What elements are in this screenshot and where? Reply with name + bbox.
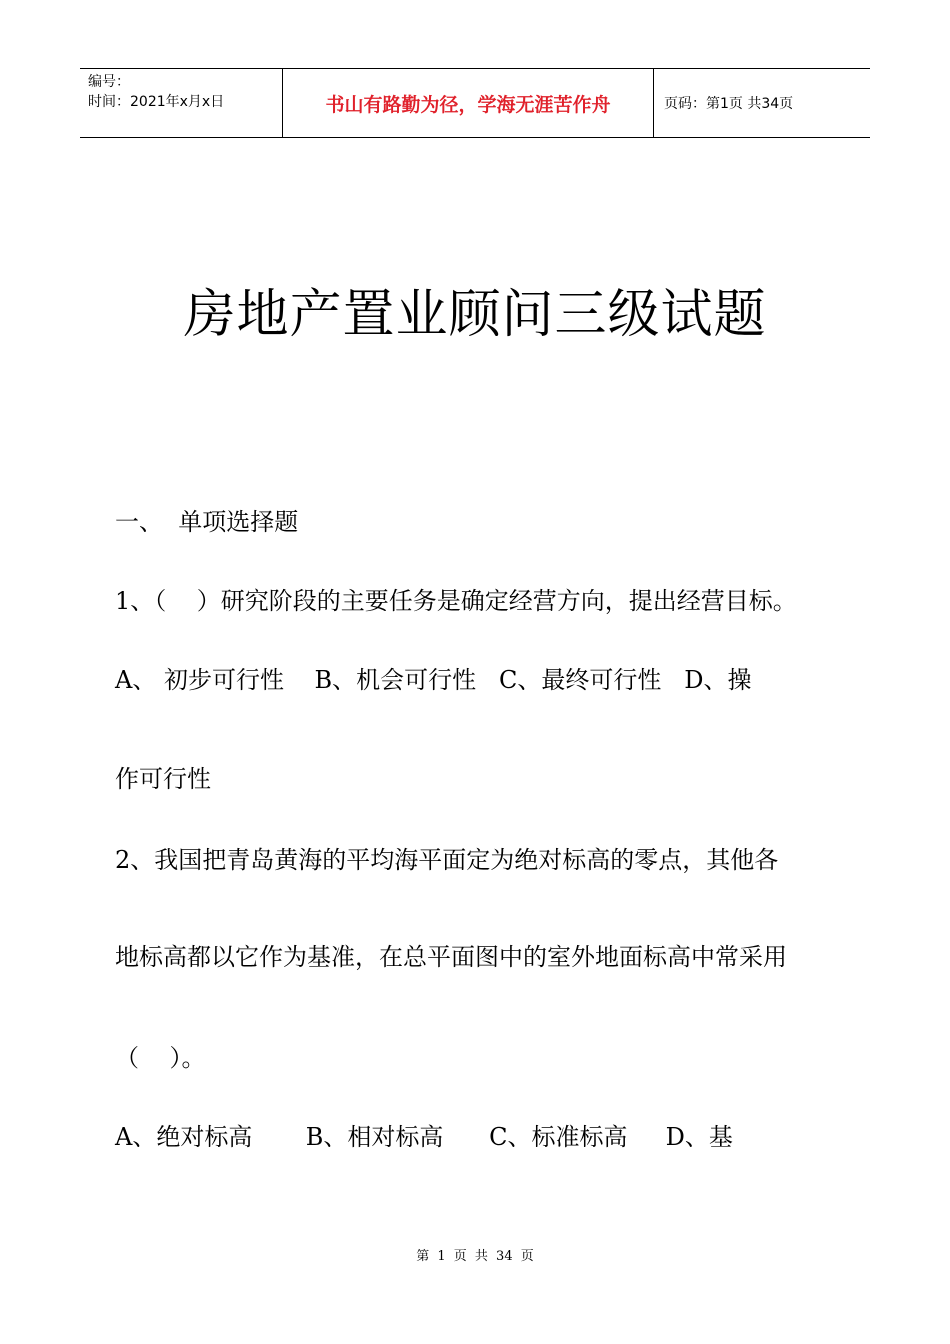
header-meta [80, 69, 282, 137]
question-1-options: A、 初步可行性 B、机会可行性 C、最终可行性 D、操 [115, 666, 752, 694]
question-2-stem-end: （ ）。 [115, 1044, 206, 1072]
question-2-stem: 2、我国把青岛黄海的平均海平面定为绝对标高的零点，其他各 [115, 846, 779, 874]
question-1-stem: 1、（ ）研究阶段的主要任务是确定经营方向，提出经营目标。 [115, 587, 797, 615]
question-2-options: A、绝对标高 B、相对标高 C、标准标高 D、基 [115, 1123, 733, 1151]
question-2-stem-continued: 地标高都以它作为基准，在总平面图中的室外地面标高中常采用 [115, 943, 787, 971]
document-title: 房地产置业顾问三级试题 [183, 285, 767, 345]
section-heading: 一、 单项选择题 [115, 508, 299, 536]
page-footer: 第 1 页 共 34 页 [416, 1249, 534, 1264]
serial-label: 编号： [88, 74, 130, 90]
header-page-info: 页码：第1页 共34页 [664, 96, 794, 112]
question-1-options-continued: 作可行性 [115, 765, 211, 793]
page-header [80, 68, 870, 138]
header-motto: 书山有路勤为径，学海无涯苦作舟 [282, 69, 654, 137]
time-label: 时间：2021年x月x日 [88, 94, 225, 110]
